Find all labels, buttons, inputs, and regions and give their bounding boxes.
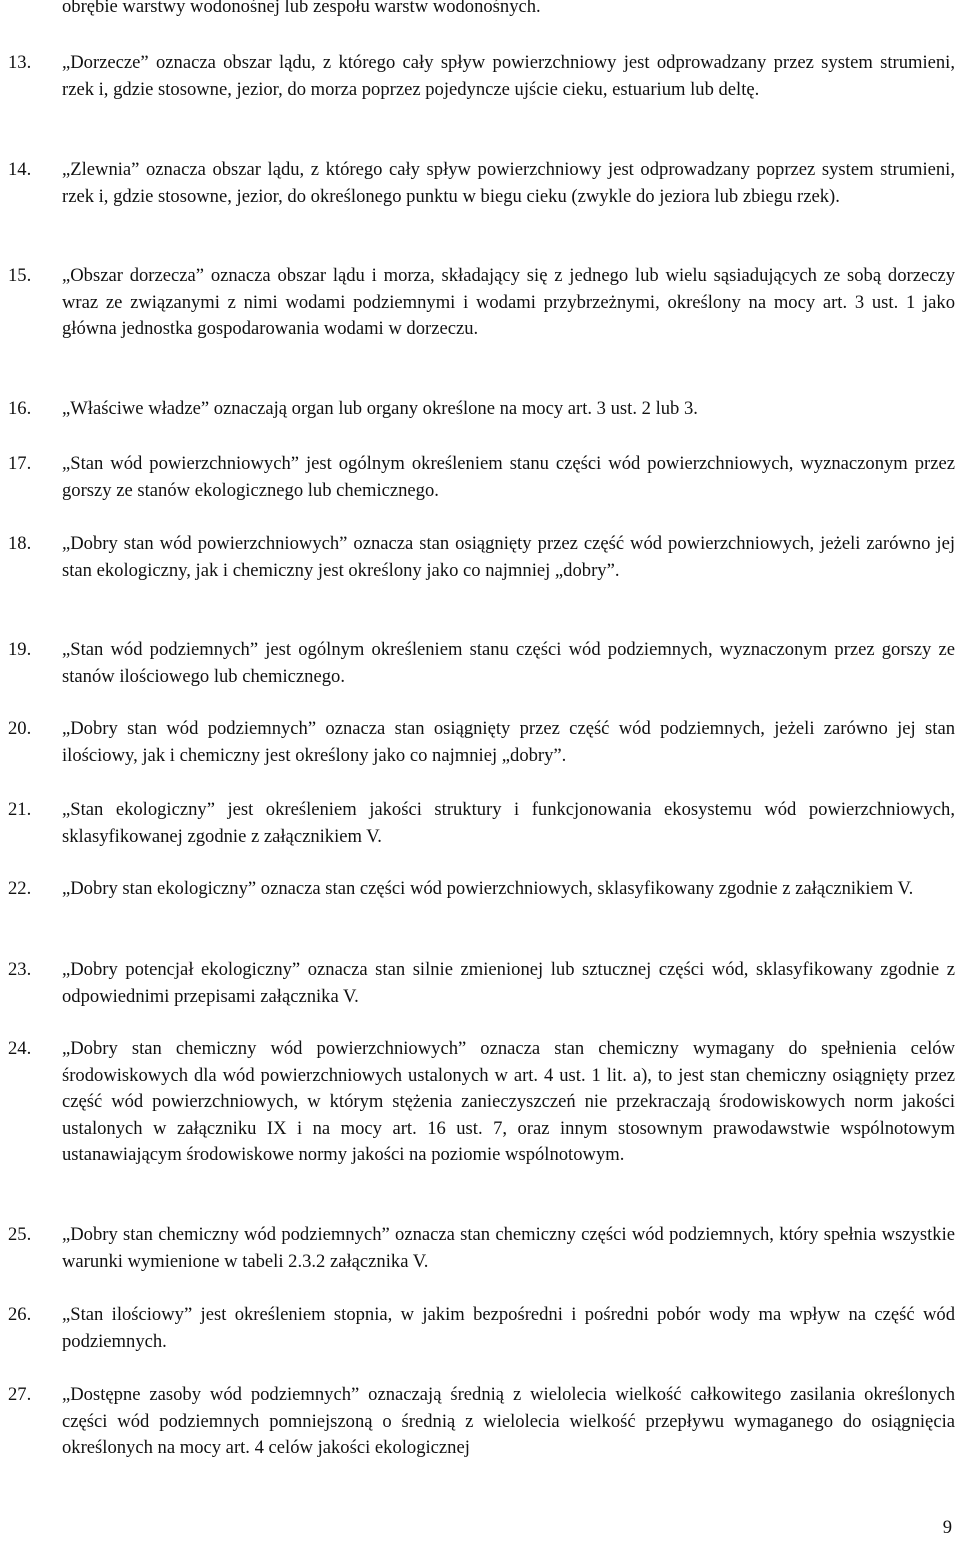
item-text: „Stan ilościowy” jest określeniem stopnia, w jakim bezpośredni i pośredni pobór wody ma wpływ na część wód podziemnych. <box>62 1304 955 1352</box>
item-number: 15. <box>8 265 32 286</box>
item-number: 24. <box>8 1038 32 1059</box>
item-text: „Stan wód powierzchniowych” jest ogólnym określeniem stanu części wód powierzchniowych, wyznaczonym przez gorszy ze stanów ekologicznego lub chemicznego. <box>62 453 955 501</box>
item-number: 14. <box>8 159 32 180</box>
item-text: „Stan ekologiczny” jest określeniem jakości struktury i funkcjonowania ekosystemu wód powierzchniowych, sklasyfikowanej zgodnie z załącznikiem V. <box>62 799 955 847</box>
item-number: 23. <box>8 959 32 980</box>
item-number: 17. <box>8 453 32 474</box>
definition-item-21 <box>0 797 960 850</box>
item-text: „Stan wód podziemnych” jest ogólnym określeniem stanu części wód podziemnych, wyznaczonym przez gorszy ze stanów ilościowego lub chemicznego. <box>62 639 955 687</box>
definition-item-26 <box>0 1302 960 1355</box>
item-number: 20. <box>8 718 32 739</box>
item-text: „Obszar dorzecza” oznacza obszar lądu i morza, składający się z jednego lub wielu sąsiadujących ze sobą dorzeczy wraz ze związanymi z nimi wodami podziemnymi i wodami przybrzeżnymi, określony na mocy art. 3 ust. 1 jako główna jednostka gospodarowania wodami w dorzeczu. <box>62 265 955 340</box>
continued-text-line: obrębie warstwy wodonośnej lub zespołu warstw wodonośnych. <box>62 0 541 17</box>
definition-item-24 <box>0 1036 960 1169</box>
definition-item-14 <box>0 157 960 210</box>
item-text: „Zlewnia” oznacza obszar lądu, z którego cały spływ powierzchniowy jest odprowadzany poprzez system strumieni, rzek i, gdzie stosowne, jezior, do określonego punktu w biegu cieku (zwykle do jeziora lub zbiegu rzek). <box>62 159 955 207</box>
definition-item-18 <box>0 531 960 584</box>
item-text: „Dobry potencjał ekologiczny” oznacza stan silnie zmienionej lub sztucznej części wód, sklasyfikowany zgodnie z odpowiednimi przepisami załącznika V. <box>62 959 955 1007</box>
definition-item-17 <box>0 451 960 504</box>
item-number: 16. <box>8 398 32 419</box>
page-number: 9 <box>942 1517 952 1538</box>
item-number: 27. <box>8 1384 32 1405</box>
item-text: „Dobry stan wód podziemnych” oznacza stan osiągnięty przez część wód podziemnych, jeżeli zarówno jej stan ilościowy, jak i chemiczny jest określony jako co najmniej „dobry”. <box>62 718 955 766</box>
definition-item-15 <box>0 263 960 343</box>
item-text: „Dobry stan chemiczny wód podziemnych” oznacza stan chemiczny części wód podziemnych, który spełnia wszystkie warunki wymienione w tabeli 2.3.2 załącznika V. <box>62 1224 955 1272</box>
item-text: „Dobry stan chemiczny wód powierzchniowych” oznacza stan chemiczny wymagany do spełnienia celów środowiskowych dla wód powierzchniowych ustalonych w art. 4 ust. 1 lit. a), to jest stan chemiczny osiągnięty przez część wód powierzchniowych, w którym stężenia zanieczyszczeń nie przekraczają środowiskowych norm jakości ustalonych w załączniku IX i na mocy art. 16 ust. 7, oraz innym stosownym prawodawstwie wspólnotowym ustanawiającym środowiskowe normy jakości na poziomie wspólnotowym. <box>62 1038 955 1166</box>
definition-item-13 <box>0 50 960 103</box>
item-text: „Dostępne zasoby wód podziemnych” oznaczają średnią z wielolecia wielkość całkowitego zasilania określonych części wód podziemnych pomniejszoną o średnią z wielolecia wielkość przepływu wymaganego do osiągnięcia określonych na mocy art. 4 celów jakości ekologicznej <box>62 1384 955 1459</box>
item-number: 22. <box>8 878 32 899</box>
item-number: 21. <box>8 799 32 820</box>
item-number: 13. <box>8 52 32 73</box>
item-number: 18. <box>8 533 32 554</box>
definition-item-19 <box>0 637 960 690</box>
item-text: „Właściwe władze” oznaczają organ lub organy określone na mocy art. 3 ust. 2 lub 3. <box>62 398 698 419</box>
definition-item-16 <box>0 396 960 423</box>
item-text: „Dorzecze” oznacza obszar lądu, z którego cały spływ powierzchniowy jest odprowadzany przez system strumieni, rzek i, gdzie stosowne, jezior, do morza poprzez pojedyncze ujście cieku, estuarium lub deltę. <box>62 52 955 100</box>
definition-item-20 <box>0 716 960 769</box>
item-text: „Dobry stan ekologiczny” oznacza stan części wód powierzchniowych, sklasyfikowany zgodnie z załącznikiem V. <box>62 878 914 899</box>
item-text: „Dobry stan wód powierzchniowych” oznacza stan osiągnięty przez część wód powierzchniowych, jeżeli zarówno jej stan ekologiczny, jak i chemiczny jest określony jako co najmniej „dobry”. <box>62 533 955 581</box>
definition-item-25 <box>0 1222 960 1275</box>
definition-item-27 <box>0 1382 960 1462</box>
item-number: 26. <box>8 1304 32 1325</box>
item-number: 19. <box>8 639 32 660</box>
definition-item-22 <box>0 876 960 903</box>
item-number: 25. <box>8 1224 32 1245</box>
definition-item-23 <box>0 957 960 1010</box>
